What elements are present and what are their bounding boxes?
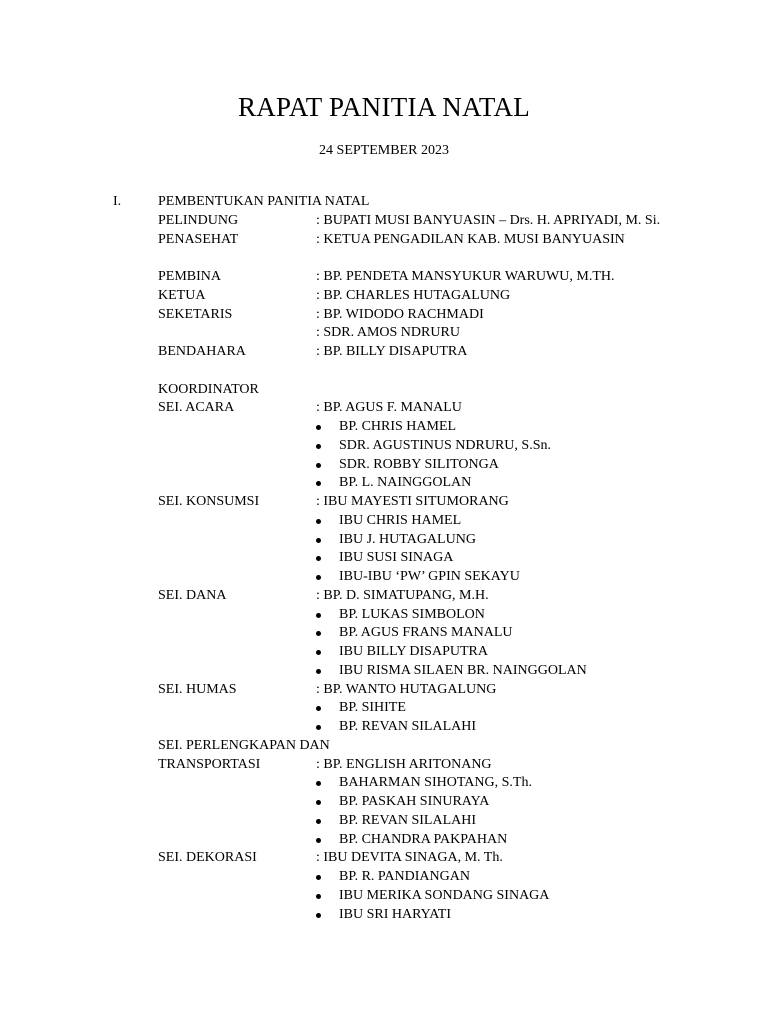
section-heading: PEMBENTUKAN PANITIA NATAL	[158, 194, 370, 209]
member-name: IBU MERIKA SONDANG SINAGA	[339, 887, 550, 903]
section-label: SEI. DANA	[158, 587, 227, 603]
officer-label: SEKETARIS	[158, 306, 233, 322]
member-name: BP. LUKAS SIMBOLON	[339, 606, 485, 622]
officer-row	[158, 287, 718, 306]
bullet-icon	[316, 838, 321, 843]
officer-row	[158, 324, 718, 343]
section-lead: : IBU MAYESTI SITUMORANG	[316, 494, 509, 509]
member-list-item	[158, 699, 718, 718]
member-list-item	[158, 512, 718, 531]
officer-label: PENASEHAT	[158, 231, 239, 247]
bullet-icon	[316, 669, 321, 674]
officer-value: : BUPATI MUSI BANYUASIN – Drs. H. APRIYADI, M. Si.	[316, 212, 661, 228]
section-lead-row	[158, 587, 718, 606]
bullet-icon	[316, 650, 321, 655]
officer-label: BENDAHARA	[158, 344, 246, 359]
bullet-icon	[316, 913, 321, 918]
document-body	[158, 193, 718, 924]
section-label: SEI. KONSUMSI	[158, 494, 260, 509]
member-name: BP. REVAN SILALAHI	[339, 719, 477, 734]
member-list-item	[158, 456, 718, 475]
section-lead-row	[158, 399, 718, 418]
member-list-item	[158, 418, 718, 437]
section-label: SEI. HUMAS	[158, 681, 237, 697]
member-name: BP. CHRIS HAMEL	[339, 419, 457, 434]
bullet-icon	[316, 875, 321, 880]
section-lead: : BP. AGUS F. MANALU	[316, 400, 462, 416]
section-label: SEI. PERLENGKAPAN DAN	[158, 737, 330, 753]
bullet-icon	[316, 463, 321, 468]
bullet-icon	[316, 631, 321, 636]
officer-label: PELINDUNG	[158, 212, 239, 228]
member-name: IBU-IBU ‘PW’ GPIN SEKAYU	[339, 569, 520, 584]
spacer	[158, 362, 718, 381]
spacer	[158, 249, 718, 268]
officer-value: : SDR. AMOS NDRURU	[316, 325, 460, 341]
officer-label: KETUA	[158, 287, 206, 303]
officer-row	[158, 231, 718, 250]
koordinator-sections	[158, 399, 718, 924]
member-name: BAHARMAN SIHOTANG, S.Th.	[339, 775, 532, 791]
member-list-item	[158, 718, 718, 737]
section-lead: : BP. D. SIMATUPANG, M.H.	[316, 587, 489, 603]
officer-value: : KETUA PENGADILAN KAB. MUSI BANYUASIN	[316, 231, 625, 247]
section-heading-row	[158, 193, 718, 212]
koordinator-heading: KOORDINATOR	[158, 381, 259, 397]
member-name: BP. R. PANDIANGAN	[339, 869, 470, 884]
section-lead-row	[158, 681, 718, 700]
document-title: RAPAT PANITIA NATAL	[237, 92, 531, 122]
member-list-item	[158, 437, 718, 456]
member-list-item	[158, 549, 718, 568]
bullet-icon	[316, 556, 321, 561]
koordinator-heading-row	[158, 381, 718, 400]
member-name: IBU BILLY DISAPUTRA	[339, 644, 488, 659]
member-list-item	[158, 774, 718, 793]
member-list-item	[158, 868, 718, 887]
member-list-item	[158, 643, 718, 662]
officer-value: : BP. CHARLES HUTAGALUNG	[316, 287, 511, 303]
officer-row	[158, 212, 718, 231]
member-name: IBU CHRIS HAMEL	[339, 512, 462, 528]
officer-value: : BP. BILLY DISAPUTRA	[316, 344, 468, 359]
member-name: IBU RISMA SILAEN BR. NAINGGOLAN	[339, 662, 587, 678]
section-lead-row	[158, 493, 718, 512]
bullet-icon	[316, 613, 321, 618]
section-lead-row	[158, 756, 718, 775]
member-name: BP. SIHITE	[339, 700, 406, 716]
officer-value: : BP. WIDODO RACHMADI	[316, 306, 484, 322]
bullet-icon	[316, 425, 321, 430]
member-name: IBU J. HUTAGALUNG	[339, 531, 476, 547]
member-name: BP. L. NAINGGOLAN	[339, 475, 472, 491]
member-name: BP. CHANDRA PAKPAHAN	[339, 831, 508, 847]
member-name: BP. AGUS FRANS MANALU	[339, 625, 513, 641]
member-name: SDR. ROBBY SILITONGA	[339, 456, 499, 472]
member-list-item	[158, 624, 718, 643]
bullet-icon	[316, 894, 321, 899]
section-label: SEI. DEKORASI	[158, 850, 257, 866]
bullet-icon	[316, 781, 321, 786]
member-name: SDR. AGUSTINUS NDRURU, S.Sn.	[339, 437, 551, 453]
officer-value: : BP. PENDETA MANSYUKUR WARUWU, M.TH.	[316, 269, 615, 284]
bullet-icon	[316, 538, 321, 543]
bullet-icon	[316, 706, 321, 711]
section-label-continued: TRANSPORTASI	[158, 756, 261, 772]
section-lead: : IBU DEVITA SINAGA, M. Th.	[316, 850, 503, 866]
bullet-icon	[316, 575, 321, 580]
section-label: SEI. ACARA	[158, 400, 235, 416]
section-number: I.	[113, 194, 122, 209]
member-list-item	[158, 606, 718, 625]
member-name: IBU SRI HARYATI	[339, 906, 452, 922]
bullet-icon	[316, 481, 321, 486]
section-lead-row	[158, 849, 718, 868]
member-list-item	[158, 887, 718, 906]
officer-row	[158, 306, 718, 325]
bullet-icon	[316, 519, 321, 524]
bullet-icon	[316, 800, 321, 805]
member-name: IBU SUSI SINAGA	[339, 550, 454, 566]
section-label-row	[158, 737, 718, 756]
bullet-icon	[316, 444, 321, 449]
section-lead: : BP. ENGLISH ARITONANG	[316, 756, 492, 772]
bullet-icon	[316, 725, 321, 730]
document-date: 24 SEPTEMBER 2023	[319, 143, 449, 158]
member-list-item	[158, 906, 718, 925]
member-name: BP. REVAN SILALAHI	[339, 812, 477, 828]
officer-row	[158, 343, 718, 362]
member-list-item	[158, 531, 718, 550]
officer-row	[158, 268, 718, 287]
member-name: BP. PASKAH SINURAYA	[339, 794, 490, 809]
member-list-item	[158, 793, 718, 812]
officer-label: PEMBINA	[158, 269, 222, 284]
member-list-item	[158, 474, 718, 493]
member-list-item	[158, 662, 718, 681]
section-lead: : BP. WANTO HUTAGALUNG	[316, 681, 497, 697]
member-list-item	[158, 812, 718, 831]
bullet-icon	[316, 819, 321, 824]
member-list-item	[158, 831, 718, 850]
member-list-item	[158, 568, 718, 587]
